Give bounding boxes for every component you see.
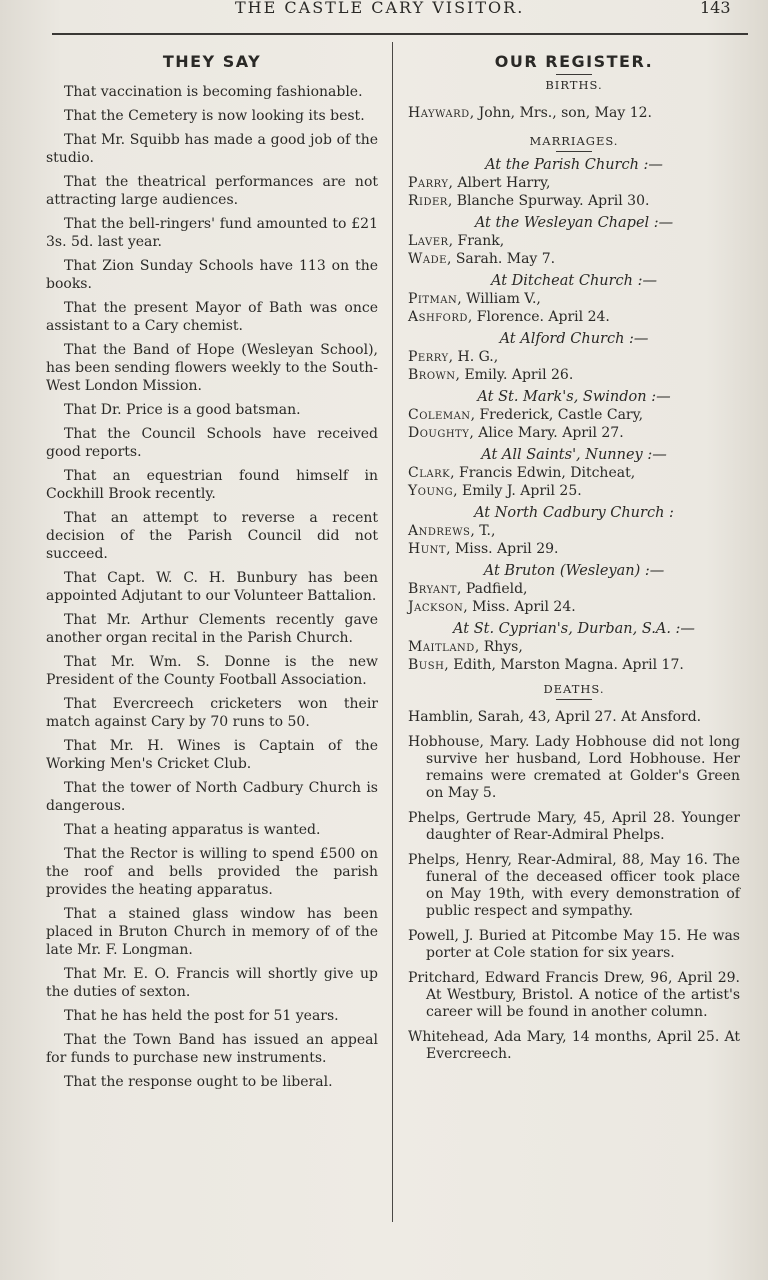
divider	[556, 151, 592, 152]
marriage-venue: At All Saints', Nunney :—	[481, 447, 667, 463]
list-item: That the Cemetery is now looking its best.	[64, 108, 365, 124]
they-say-title: THEY SAY	[162, 52, 262, 71]
marriage-entry: Hunt, Miss. April 29.	[408, 541, 559, 557]
marriage-entry: Rider, Blanche Spurway. April 30.	[408, 193, 650, 209]
marriage-entry: Parry, Albert Harry,	[408, 175, 551, 191]
list-item: That the theatrical performances are not attracting large audiences.	[46, 174, 378, 208]
deaths-heading: DEATHS.	[543, 682, 605, 696]
marriages-heading: MARRIAGES.	[529, 134, 619, 148]
death-entry: Hamblin, Sarah, 43, April 27. At Ansford.	[408, 709, 702, 725]
marriage-venue: At North Cadbury Church :	[474, 505, 674, 521]
marriage-entry: Andrews, T.,	[408, 523, 496, 539]
marriage-entry: Bush, Edith, Marston Magna. April 17.	[408, 657, 684, 673]
list-item: That Mr. Wm. S. Donne is the new President of the County Football Association.	[46, 654, 378, 688]
list-item: That the Band of Hope (Wesleyan School), has been sending flowers weekly to the South-West London Mission.	[46, 342, 378, 394]
list-item: That a stained glass window has been placed in Bruton Church in memory of of the late Mr. F. Longman.	[46, 906, 378, 958]
death-entry: Phelps, Gertrude Mary, 45, April 28. Younger daughter of Rear-Admiral Phelps.	[408, 810, 740, 843]
marriage-entry: Doughty, Alice Mary. April 27.	[408, 425, 624, 441]
list-item: That Evercreech cricketers won their match against Cary by 70 runs to 50.	[46, 696, 378, 730]
register-column	[408, 46, 740, 1071]
marriage-entry: Wade, Sarah. May 7.	[408, 251, 556, 267]
marriage-entry: Perry, H. G.,	[408, 349, 499, 365]
header-rule	[52, 33, 748, 35]
running-header	[0, 0, 768, 28]
marriage-entry: Clark, Francis Edwin, Ditcheat,	[408, 465, 636, 481]
list-item: That Mr. E. O. Francis will shortly give up the duties of sexton.	[46, 966, 378, 1000]
marriage-venue: At Alford Church :—	[499, 331, 649, 347]
page-number: 143	[700, 0, 731, 17]
list-item: That a heating apparatus is wanted.	[64, 822, 321, 838]
register-title: OUR REGISTER.	[494, 52, 654, 71]
list-item: That the response ought to be liberal.	[64, 1074, 333, 1090]
list-item: That Mr. H. Wines is Captain of the Working Men's Cricket Club.	[46, 738, 378, 772]
divider	[556, 699, 592, 700]
list-item: That the Town Band has issued an appeal for funds to purchase new instruments.	[46, 1032, 378, 1066]
list-item: That Mr. Arthur Clements recently gave another organ recital in the Parish Church.	[46, 612, 378, 646]
list-item: That he has held the post for 51 years.	[64, 1008, 339, 1024]
list-item: That vaccination is becoming fashionable.	[64, 84, 363, 100]
list-item: That Capt. W. C. H. Bunbury has been appointed Adjutant to our Volunteer Battalion.	[46, 570, 378, 604]
list-item: That Dr. Price is a good batsman.	[64, 402, 301, 418]
list-item: That the Council Schools have received good reports.	[46, 426, 378, 460]
birth-entry: Hayward, John, Mrs., son, May 12.	[408, 105, 652, 121]
marriage-entry: Young, Emily J. April 25.	[408, 483, 582, 499]
marriage-venue: At the Parish Church :—	[485, 157, 663, 173]
column-divider	[392, 42, 393, 1222]
births-heading: BIRTHS.	[545, 78, 603, 92]
list-item: That an equestrian found himself in Cockhill Brook recently.	[46, 468, 378, 502]
list-item: That Mr. Squibb has made a good job of the studio.	[46, 132, 378, 166]
marriage-venue: At Ditcheat Church :—	[490, 273, 658, 289]
list-item: That the tower of North Cadbury Church is dangerous.	[46, 780, 378, 814]
death-entry: Hobhouse, Mary. Lady Hobhouse did not long survive her husband, Lord Hobhouse. Her remains were cremated at Golder's Green on May 5.	[408, 734, 740, 801]
marriage-entry: Brown, Emily. April 26.	[408, 367, 574, 383]
marriage-venue: At St. Mark's, Swindon :—	[477, 389, 671, 405]
marriage-venue: At St. Cyprian's, Durban, S.A. :—	[453, 621, 695, 637]
marriage-entry: Bryant, Padfield,	[408, 581, 528, 597]
list-item: That an attempt to reverse a recent decision of the Parish Council did not succeed.	[46, 510, 378, 562]
list-item: That the present Mayor of Bath was once assistant to a Cary chemist.	[46, 300, 378, 334]
list-item: That Zion Sunday Schools have 113 on the books.	[46, 258, 378, 292]
death-entry: Phelps, Henry, Rear-Admiral, 88, May 16. The funeral of the deceased officer took place on May 19th, with every demonstration of public respect and sympathy.	[408, 852, 740, 919]
death-entry: Whitehead, Ada Mary, 14 months, April 25. At Evercreech.	[408, 1029, 740, 1062]
list-item: That the bell-ringers' fund amounted to £21 3s. 5d. last year.	[46, 216, 378, 250]
publication-title: THE CASTLE CARY VISITOR.	[235, 0, 525, 17]
they-say-column	[46, 46, 378, 1097]
list-item: That the Rector is willing to spend £500 on the roof and bells provided the parish provides the heating apparatus.	[46, 846, 378, 898]
marriage-venue: At Bruton (Wesleyan) :—	[483, 563, 665, 579]
marriage-entry: Coleman, Frederick, Castle Cary,	[408, 407, 644, 423]
marriage-venue: At the Wesleyan Chapel :—	[474, 215, 674, 231]
divider	[556, 74, 592, 75]
marriage-entry: Laver, Frank,	[408, 233, 505, 249]
marriage-entry: Ashford, Florence. April 24.	[408, 309, 610, 325]
marriage-entry: Jackson, Miss. April 24.	[408, 599, 576, 615]
death-entry: Powell, J. Buried at Pitcombe May 15. He was porter at Cole station for six years.	[408, 928, 740, 961]
marriage-entry: Maitland, Rhys,	[408, 639, 523, 655]
death-entry: Pritchard, Edward Francis Drew, 96, April 29. At Westbury, Bristol. A notice of the artist's career will be found in another column.	[408, 970, 740, 1020]
marriage-entry: Pitman, William V.,	[408, 291, 541, 307]
